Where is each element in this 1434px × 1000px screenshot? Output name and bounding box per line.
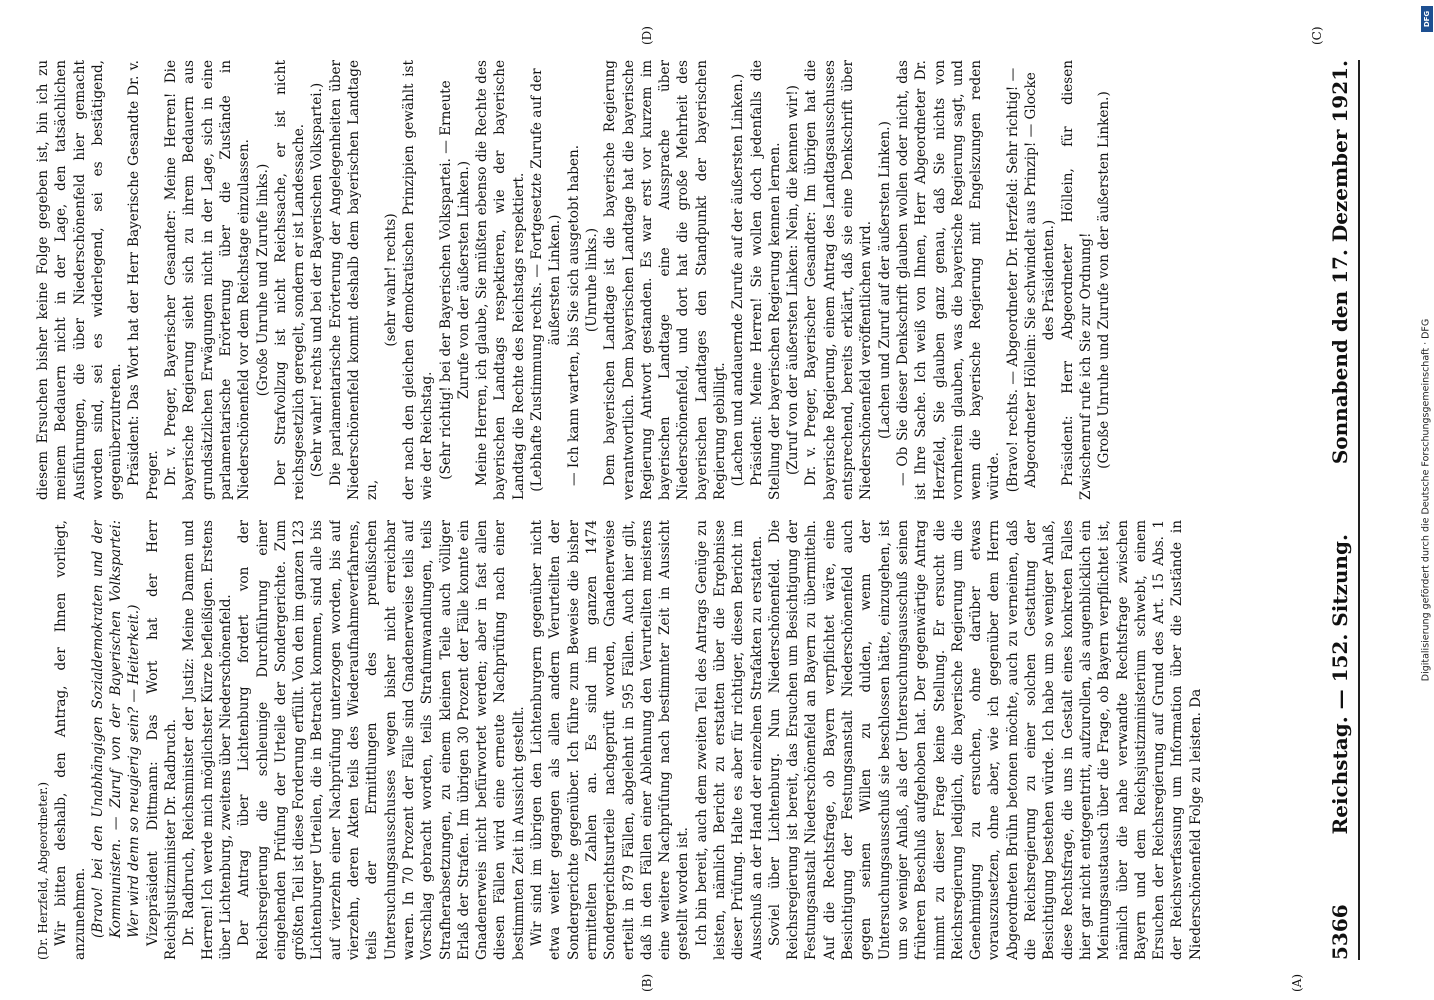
digitization-note-text: Digitalisierung gefördert durch die Deutsche Forschungsgemeinschaft · DFG	[1420, 318, 1432, 682]
digitization-note	[1418, 10, 1434, 990]
left-column	[34, 520, 1314, 960]
page-number: 5366	[1328, 904, 1352, 960]
paragraph: Dr. v. Preger, Bayerischer Gesandter: Im übrigen hat die bayerische Regierung, einem Antrag des Landtagsausschusses entsprechend, bereits erklärt, daß sie eine Denkschrift über Niederschönenfeld veröffentlichen wird.	[803, 60, 875, 500]
paragraph: (Lachen und andauernde Zurufe auf der äußersten Linken.)	[730, 73, 747, 487]
paragraph: Präsident: Meine Herren! Sie wollen doch jedenfalls die Stellung der bayerischen Regierung kennen lernen.	[748, 60, 783, 500]
paragraph: Wir bitten deshalb, den Antrag, der Ihnen vorliegt, anzunehmen.	[53, 520, 88, 960]
paragraph: Ich bin bereit, auch dem zweiten Teil des Antrags Genüge zu leisten, nämlich Bericht zu erstatten über die Ergebnisse dieser Prüfung. Halte es aber für richtiger, diesen Bericht im Ausschuß an der Hand der einzelnen Strafakten zu erstatten.	[693, 520, 765, 960]
paragraph: Präsident: Herr Abgeordneter Höllein, für diesen Zwischenruf rufe ich Sie zur Ordnung!	[1059, 60, 1094, 500]
paragraph: (Sehr wahr! rechts und bei der Bayerischen Volkspartei.)	[309, 82, 326, 478]
paragraph: (Zuruf von der äußersten Linken: Nein, die kennen wir!)	[785, 85, 802, 475]
paragraph: Dr. v. Preger, Bayerischer Gesandter: Meine Herren! Die bayerische Regierung sieht sich zu ihrem Bedauern aus grundsätzlichen Erwägungen nicht in der Lage, sich in eine parlamentarische Erörterung über die Zustände in Niederschönenfeld vor dem Reichstage einzulassen.	[163, 60, 253, 500]
header-date: Sonnabend den 17. Dezember 1921.	[1328, 60, 1352, 465]
paragraph: Vizepräsident Dittmann: Das Wort hat der Herr Reichsjustizminister Dr. Radbruch.	[144, 520, 180, 960]
paragraph: Meine Herren, ich glaube, Sie müßten ebenso die Rechte des bayerischen Landtags respektieren, wie der bayerische Landtag die Rechte des Reichstags respektiert.	[474, 60, 527, 500]
paragraph: (Lebhafte Zustimmung rechts. — Fortgesetzte Zurufe auf der äußersten Linken.)	[529, 68, 564, 492]
page-header	[1320, 60, 1360, 960]
paragraph: (Unruhe links.)	[583, 227, 600, 333]
dfg-logo	[1421, 6, 1433, 32]
paragraph: — Ob Sie dieser Denkschrift glauben wollen oder nicht, das ist Ihre Sache. Ich weiß von Ihnen, Herr Abgeordneter Dr. Herzfeld, Sie glauben ganz genau, daß Sie nichts von vornherein glauben, was die bayerische Regierung sagt, und wenn die bayerische Regierung mit Engelszungen reden würde.	[894, 60, 1003, 500]
paragraph: — Ich kann warten, bis Sie sich ausgetobt haben.	[565, 144, 582, 486]
header-rule	[1358, 60, 1360, 960]
paragraph: Dr. Radbruch, Reichsminister der Justiz: Meine Damen und Herren! Ich werde mich möglichster Kürze befleißigen. Erstens über Lichtenburg, zweitens über Niederschönenfeld.	[181, 520, 234, 960]
paragraph: (Bravo! rechts. — Abgeordneter Dr. Herzfeld: Sehr richtig! — Abgeordneter Höllein: Sie schwindelt aus Prinzip! — Glocke des Präsidenten.)	[1004, 67, 1058, 493]
paragraph: Präsident: Das Wort hat der Herr Bayerische Gesandte Dr. v. Preger.	[126, 60, 161, 500]
paragraph: (Große Unruhe und Zurufe links.)	[254, 163, 271, 397]
header-left-title: Reichstag. — 152. Sitzung.	[1328, 534, 1352, 835]
paragraph: der nach den gleichen demokratischen Prinzipien gewählt ist wie der Reichstag.	[400, 60, 436, 500]
margin-marker-b: (B)	[640, 973, 654, 992]
paragraph: (Große Unruhe und Zurufe von der äußersten Linken.)	[1096, 91, 1113, 469]
paragraph: Soviel über Lichtenburg. Nun Niederschönenfeld. Die Reichsregierung ist bereit, das Ersuchen um Besichtigung der Festungsanstalt Niederschönenfeld an Bayern zu übermitteln. Auf die Rechtsfrage, ob Bayern verpflichtet wäre, eine Besichtigung der Festungsanstalt Niederschönenfeld auch gegen seinen Willen zu dulden, wenn der Untersuchungsausschuß sie beschlossen hätte, einzugehen, ist um so weniger Anlaß, als der Untersuchungsausschuß seinen früheren Beschluß aufgehoben hat. Der gegenwärtige Antrag nimmt zu dieser Frage keine Stellung. Er ersucht die Reichsregierung lediglich, die bayerische Regierung um die Genehmigung zu ersuchen, ohne darüber etwas vorauszusetzen, ohne aber, wie ich gegenüber dem Herrn Abgeordneten Brühn betonen möchte, auch zu verneinen, daß die Reichsregierung zu einer solchen Gestattung der Besichtigung bestehen würde. Ich habe um so weniger Anlaß, diese Rechtsfrage, die uns in Gestalt eines konkreten Falles hier gar nicht entgegentritt, aufzurollen, als augenblicklich ein Meinungsaustausch über die Frage, ob Bayern verpflichtet ist, nämlich über die nahe verwandte Rechtsfrage zwischen Bayern und dem Reichsjustizministerium schwebt, einem Ersuchen der Reichsregierung auf Grund des Art. 15 Abs. 1 der Reichsverfassung um Information über die Zustände in Niederschönenfeld Folge zu leisten. Da	[766, 520, 1204, 960]
paragraph: diesem Ersuchen bisher keine Folge gegeben ist, bin ich zu meinem Bedauern nicht in der Lage, den tatsächlichen Ausführungen, die über Niederschönenfeld hier gemacht worden sind, sei es widerlegend, sei es bestätigend, gegenüberzutreten.	[35, 60, 125, 500]
paragraph: (sehr wahr! rechts)	[382, 213, 399, 347]
paragraph: (Dr. Herzfeld, Abgeordneter.)	[36, 781, 50, 960]
paragraph: Die parlamentarische Erörterung der Angelegenheiten über Niederschönenfeld kommt deshalb dem bayerischen Landtage zu,	[327, 60, 381, 500]
paragraph: Wir sind im übrigen den Lichtenburgern gegenüber nicht etwa weiter gegangen als allen andern Verurteilten der Sondergerichte gegenüber. Ich führe zum Beweise die bisher ermittelten Zahlen an. Es sind im ganzen 1474 Sondergerichtsurteile nachgeprüft worden, Gnadenerweise erteilt in 879 Fällen, abgelehnt in 595 Fällen. Auch hier gilt, daß in den Fällen einer Ablehnung den Verurteilten meistens eine weitere Nachprüfung nach bestimmter Zeit in Aussicht gestellt worden ist.	[529, 520, 692, 960]
margin-marker-a: (A)	[1290, 973, 1304, 992]
paragraph: (Sehr richtig! bei der Bayerischen Volkspartei. — Erneute Zurufe von der äußersten Linken.)	[437, 80, 472, 480]
paragraph: Der Antrag über Lichtenburg fordert von der Reichsregierung die schleunige Durchführung einer eingehenden Prüfung der Urteile der Sondergerichte. Zum größten Teil ist diese Forderung erfüllt. Von den im ganzen 123 Lichtenburger Urteilen, die in Betracht kommen, sind alle bis auf vierzehn einer Nachprüfung unterzogen worden, bis auf vierzehn, deren Akten teils des Wiederaufnahmeverfahrens, teils der Ermittlungen des preußischen Untersuchungsausschusses wegen bisher nicht erreichbar waren. In 70 Prozent der Fälle sind Gnadenerweise teils auf Vorschlag gebracht worden, teils Strafumwandlungen, teils Strafherabsetzungen, zu einem kleinen Teile auch völliger Erlaß der Strafen. Im übrigen 30 Prozent der Fälle konnte ein Gnadenerweis nicht befürwortet werden; aber in fast allen diesen Fällen wird eine erneute Nachprüfung nach einer bestimmten Zeit in Aussicht gestellt.	[236, 520, 527, 960]
paragraph: (Lachen und Zuruf auf der äußersten Linken.)	[876, 121, 893, 439]
paragraph: (Bravo! bei den Unabhängigen Sozialdemokraten und der Kommunisten. — Zuruf von der Bayerischen Volkspartei: Wer wird denn so neugierig sein? — Heiterkeit.)	[89, 520, 143, 938]
margin-marker-c: (C)	[1310, 26, 1324, 45]
margin-marker-d: (D)	[640, 26, 654, 45]
dfg-logo-text: DFG	[1423, 10, 1431, 28]
right-column	[34, 60, 1314, 500]
paragraph: Dem bayerischen Landtage ist die bayerische Regierung verantwortlich. Dem bayerischen Landtage hat die bayerische Regierung Antwort gestanden. Es war erst vor kurzem im bayerischen Landtage eine Aussprache über Niederschönenfeld, und dort hat die große Mehrheit des bayerischen Landtages den Standpunkt der bayerischen Regierung gebilligt.	[602, 60, 728, 500]
paragraph: Der Strafvollzug ist nicht Reichssache, er ist nicht reichsgesetzlich geregelt, sondern er ist Landessache.	[272, 60, 308, 500]
